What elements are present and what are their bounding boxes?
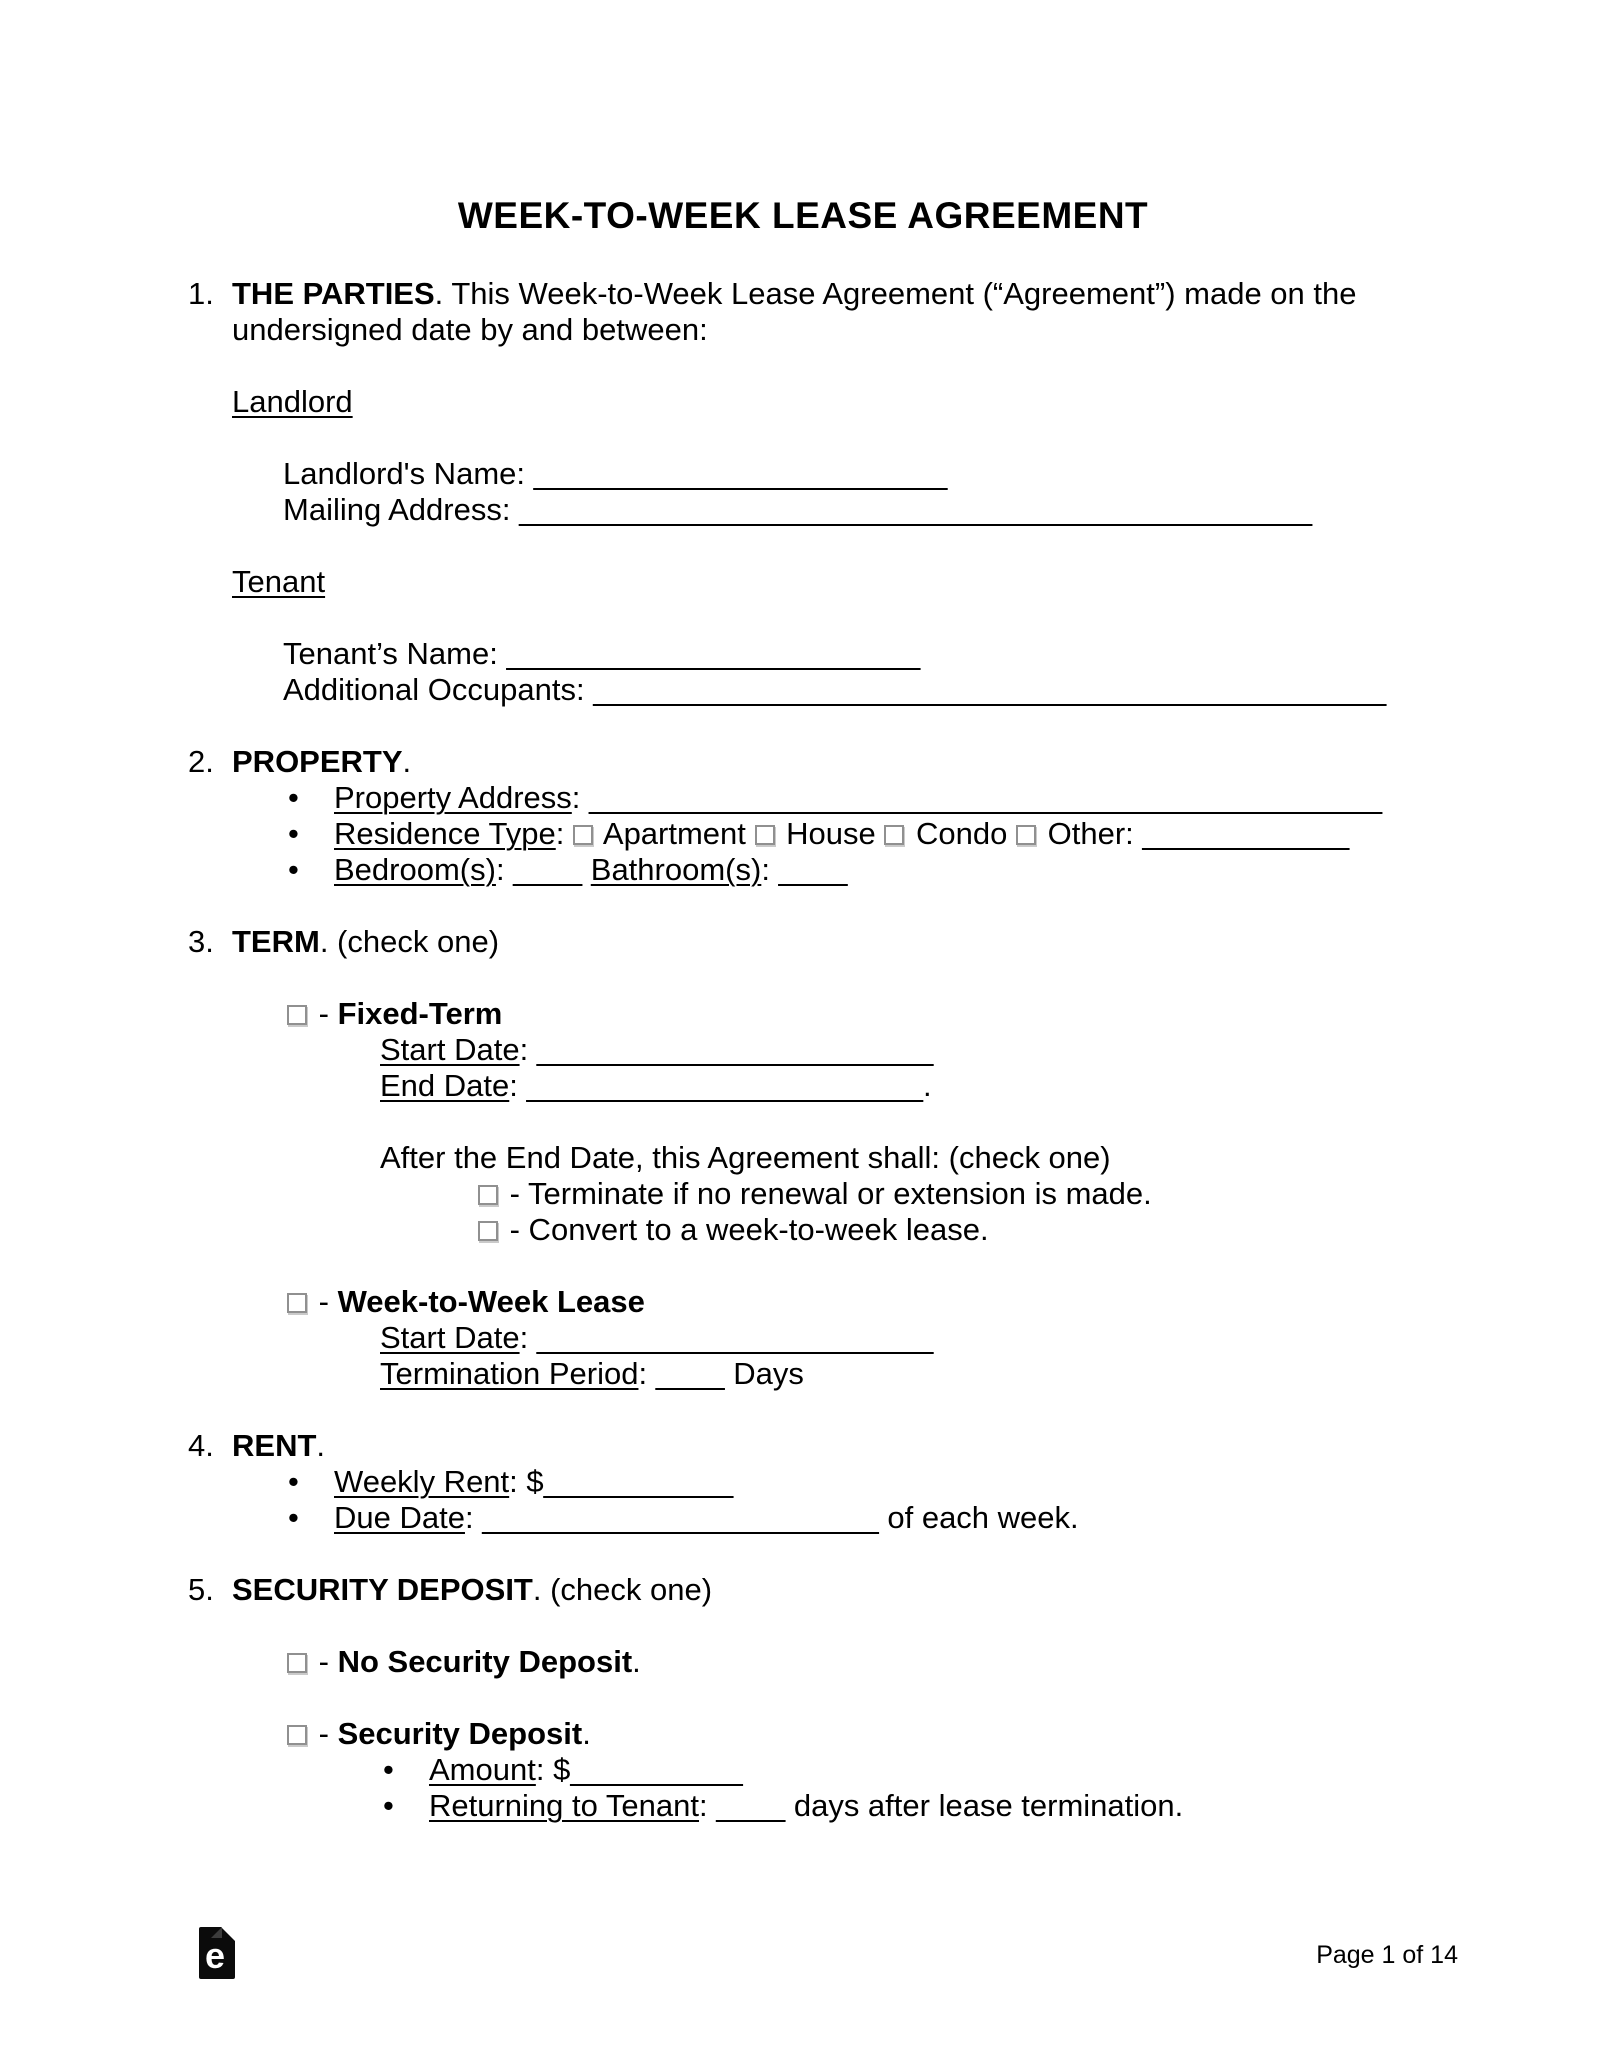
section-rent: [188, 1428, 1418, 1536]
security-deposit-option: - Security Deposit.: [287, 1716, 1418, 1752]
section-term: [188, 924, 1418, 1392]
section-number: 5.: [188, 1572, 214, 1607]
amount-row: • Amount: $__________: [383, 1752, 743, 1787]
due-date-label: Due Date: [334, 1500, 465, 1535]
bullet-icon: •: [288, 816, 299, 851]
terminate-option: [478, 1176, 1418, 1212]
tenant-name-blank[interactable]: ________________________: [506, 636, 921, 671]
start-date-label: Start Date: [380, 1320, 520, 1355]
fixed-end-date-row: End Date: _______________________.: [380, 1068, 932, 1103]
section-number: 1.: [188, 276, 214, 311]
section-number: 2.: [188, 744, 214, 779]
bedroom-label: Bedroom(s): [334, 852, 496, 887]
bullet-icon: •: [383, 1788, 394, 1823]
section-number: 3.: [188, 924, 214, 959]
week-to-week-checkbox[interactable]: [287, 1293, 307, 1313]
fixed-end-date-blank[interactable]: _______________________: [526, 1068, 924, 1103]
landlord-name-blank[interactable]: ________________________: [533, 456, 948, 491]
returning-blank[interactable]: ____: [716, 1788, 786, 1823]
termination-period-label: Termination Period: [380, 1356, 639, 1391]
property-address-label: Property Address: [334, 780, 572, 815]
terminate-label: - Terminate if no renewal or extension is made.: [509, 1176, 1152, 1211]
bullet-icon: •: [288, 1500, 299, 1535]
document-title: WEEK-TO-WEEK LEASE AGREEMENT: [457, 195, 1149, 236]
landlord-address-blank[interactable]: ______________________________________________: [519, 492, 1313, 527]
section-heading: SECURITY DEPOSIT: [232, 1572, 533, 1607]
termination-period-blank[interactable]: ____: [655, 1356, 725, 1391]
landlord-address-label: Mailing Address:: [283, 492, 511, 527]
week-to-week-option: - Week-to-Week Lease: [287, 1284, 1418, 1320]
convert-checkbox[interactable]: [478, 1221, 498, 1241]
property-heading: PROPERTY.: [232, 744, 412, 779]
terminate-checkbox[interactable]: [478, 1185, 498, 1205]
no-security-deposit-label: No Security Deposit: [337, 1644, 633, 1679]
section-heading: PROPERTY: [232, 744, 403, 779]
term-heading: TERM. (check one): [232, 924, 500, 959]
fixed-term-label: Fixed-Term: [337, 996, 503, 1031]
parties-intro: THE PARTIES. This Week-to-Week Lease Agreement (“Agreement”) made on the undersigned date by and between:: [232, 276, 1357, 347]
weekly-start-date-blank[interactable]: _______________________: [536, 1320, 934, 1355]
security-deposit-label: Security Deposit: [337, 1716, 583, 1751]
bullet-icon: •: [288, 1464, 299, 1499]
section-security-deposit: [188, 1572, 1418, 1824]
section-the-parties: [188, 276, 1418, 708]
weekly-rent-blank[interactable]: ___________: [543, 1464, 734, 1499]
deposit-heading: SECURITY DEPOSIT. (check one): [232, 1572, 713, 1607]
weekly-start-date-row: Start Date: _______________________: [380, 1320, 934, 1355]
section-heading: TERM: [232, 924, 320, 959]
property-address-blank[interactable]: ______________________________________________: [589, 780, 1383, 815]
fixed-term-checkbox[interactable]: [287, 1005, 307, 1025]
bullet-icon: •: [288, 852, 299, 887]
weekly-rent-label: Weekly Rent: [334, 1464, 510, 1499]
other-checkbox[interactable]: [1016, 825, 1036, 845]
house-checkbox[interactable]: [755, 825, 775, 845]
bathroom-label: Bathroom(s): [590, 852, 762, 887]
rent-heading: RENT.: [232, 1428, 326, 1463]
returning-label: Returning to Tenant: [429, 1788, 700, 1823]
tenant-name-row: [283, 636, 1418, 672]
option-apartment: Apartment: [602, 816, 746, 851]
convert-label: - Convert to a week-to-week lease.: [509, 1212, 989, 1247]
section-property: [188, 744, 1418, 888]
option-condo: Condo: [916, 816, 1008, 851]
security-deposit-checkbox[interactable]: [287, 1725, 307, 1745]
returning-row: • Returning to Tenant: ____ days after lease termination.: [383, 1788, 1184, 1823]
fixed-term-option: - Fixed-Term: [287, 996, 1418, 1032]
week-to-week-label: Week-to-Week Lease: [337, 1284, 645, 1319]
option-house: House: [786, 816, 876, 851]
landlord-heading: Landlord: [232, 384, 353, 419]
other-blank[interactable]: ____________: [1142, 816, 1350, 851]
amount-blank[interactable]: __________: [570, 1752, 743, 1787]
section-heading: RENT: [232, 1428, 317, 1463]
eforms-logo-icon: [199, 1927, 235, 1979]
landlord-address-row: [283, 492, 1418, 528]
document-content: [188, 195, 1418, 1824]
weekly-rent-row: • Weekly Rent: $___________: [288, 1464, 734, 1499]
no-security-deposit-option: - No Security Deposit.: [287, 1644, 1418, 1680]
bathroom-blank[interactable]: ____: [778, 852, 848, 887]
fixed-start-date-blank[interactable]: _______________________: [536, 1032, 934, 1067]
landlord-name-label: Landlord's Name:: [283, 456, 525, 491]
bullet-icon: •: [288, 780, 299, 815]
bedroom-bathroom-row: • Bedroom(s): ____ Bathroom(s): ____: [288, 852, 848, 887]
no-security-deposit-checkbox[interactable]: [287, 1653, 307, 1673]
tenant-heading: Tenant: [232, 564, 326, 599]
residence-type-row: • Residence Type: Apartment House Condo Other: ____________: [288, 816, 1350, 851]
tenant-occupants-blank[interactable]: ______________________________________________: [593, 672, 1387, 707]
tenant-occupants-row: [283, 672, 1418, 708]
eforms-logo-letter: e: [204, 1935, 226, 1976]
option-other: Other:: [1047, 816, 1134, 851]
tenant-occupants-label: Additional Occupants:: [283, 672, 585, 707]
termination-period-row: Termination Period: ____ Days: [380, 1356, 804, 1391]
apartment-checkbox[interactable]: [573, 825, 593, 845]
property-address-row: • Property Address: ______________________________________________: [288, 780, 1383, 815]
section-number: 4.: [188, 1428, 214, 1463]
bedroom-blank[interactable]: ____: [513, 852, 583, 887]
bullet-icon: •: [383, 1752, 394, 1787]
end-date-label: End Date: [380, 1068, 510, 1103]
tenant-name-label: Tenant’s Name:: [283, 636, 498, 671]
start-date-label: Start Date: [380, 1032, 520, 1067]
section-heading: THE PARTIES: [232, 276, 435, 311]
fixed-start-date-row: Start Date: _______________________: [380, 1032, 934, 1067]
page-number: Page 1 of 14: [1316, 1941, 1458, 1969]
due-date-blank[interactable]: _______________________: [482, 1500, 879, 1535]
residence-type-label: Residence Type: [334, 816, 556, 851]
condo-checkbox[interactable]: [884, 825, 904, 845]
amount-label: Amount: [429, 1752, 536, 1787]
after-end-date-text: After the End Date, this Agreement shall: (check one): [380, 1140, 1111, 1175]
convert-option: [478, 1212, 1418, 1248]
due-date-row: • Due Date: _______________________ of each week.: [288, 1500, 1079, 1535]
landlord-name-row: [283, 456, 1418, 492]
